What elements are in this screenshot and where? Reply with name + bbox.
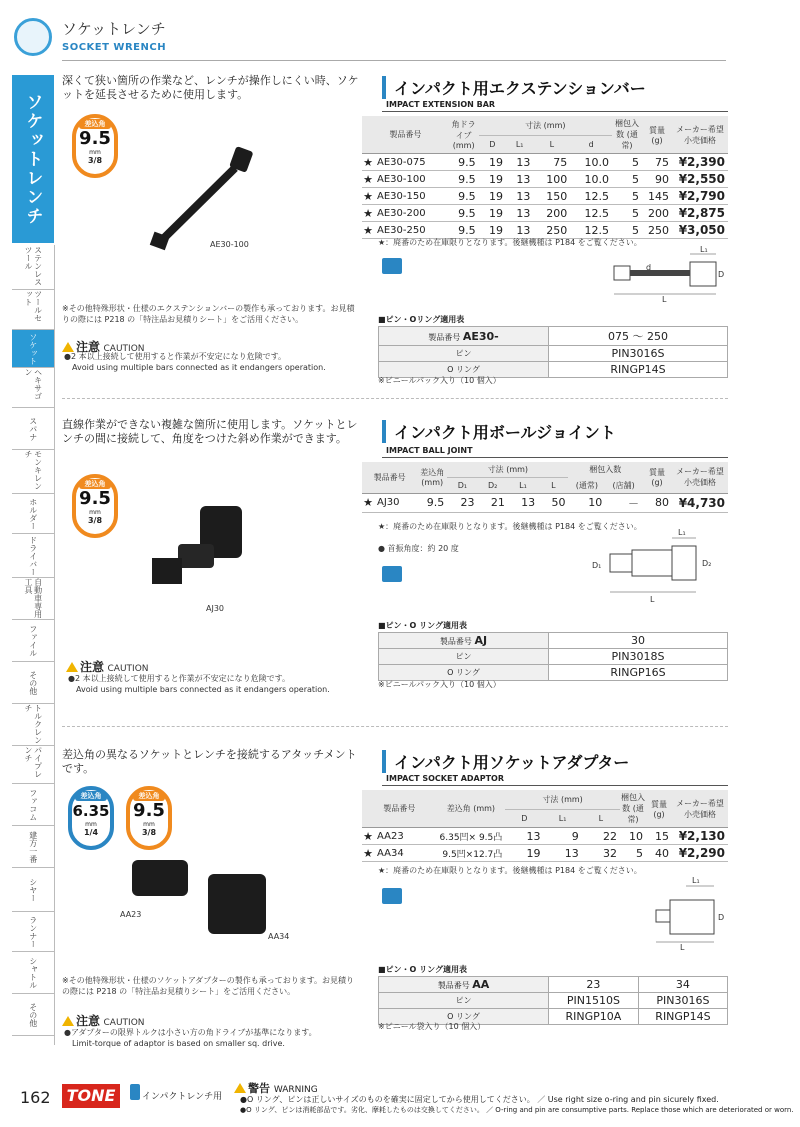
star-mark: ★ — [363, 223, 373, 237]
impact-wrench-icon — [130, 1084, 140, 1100]
caution-en: CAUTION — [107, 664, 149, 674]
caution-title: 注意 — [76, 1014, 101, 1028]
pin-label-code: AA — [472, 978, 490, 991]
side-tab-monkey[interactable]: モンキレンチ — [12, 450, 54, 494]
col-mass: 質量 (g) — [642, 116, 672, 154]
table-row — [362, 154, 728, 171]
cell-code: AE30-250 — [374, 222, 449, 239]
side-tab-shuttle[interactable]: シャトル — [12, 952, 54, 994]
side-tab-socket[interactable]: ソケット — [12, 330, 54, 368]
badge-value: 9.5 — [79, 488, 111, 509]
cell-drive: 9.5 — [449, 222, 479, 239]
side-tab-other[interactable]: その他 — [12, 662, 54, 704]
cell-price: ¥2,390 — [672, 154, 728, 171]
s3-footnote: ★：廃番のため在庫限りとなります。後継機種は P184 をご覧ください。 — [378, 866, 642, 875]
footer-line-2: ●O リング、ピンは消耗部品です。劣化、摩耗したものは交換してください。 ／ O-ring and pin are consumptive parts. Replace those which are deteriorated or worn. — [240, 1106, 794, 1114]
col-pack: 梱包入数 (通常) — [620, 790, 646, 828]
badge-value: 9.5 — [133, 800, 165, 821]
col-D: D — [479, 136, 506, 154]
dim-l1: L₁ — [692, 876, 700, 885]
cell-L1: 13 — [506, 222, 533, 239]
s2-title-en: IMPACT BALL JOINT — [386, 446, 473, 455]
s1-dimension-diagram — [604, 244, 728, 304]
impact-wrench-icon — [382, 566, 402, 582]
impact-wrench-icon — [382, 888, 402, 904]
caution-title: 注意 — [76, 340, 101, 354]
s3-pin-title: ■ピン・O リング適用表 — [378, 965, 467, 974]
col-dims: 寸法 (mm) — [447, 462, 568, 478]
col-drive: 角ドライブ (mm) — [449, 116, 479, 154]
section-divider — [62, 398, 728, 399]
badge-label: 差込角 — [79, 119, 111, 129]
pin-label: ピン — [379, 346, 549, 362]
side-tab-pipe[interactable]: パイプレンチ — [12, 746, 54, 784]
col-d: d — [570, 136, 612, 154]
impact-wrench-icon — [382, 258, 402, 274]
cell-mass: 75 — [642, 154, 672, 171]
s2-caution — [66, 658, 149, 675]
star-mark: ★ — [363, 155, 373, 169]
impact-label: インパクトレンチ用 — [142, 1092, 223, 1102]
caution-en: CAUTION — [103, 1018, 145, 1028]
s3-title-underline — [382, 785, 728, 786]
star-mark: ★ — [363, 846, 373, 860]
table-row — [362, 845, 728, 862]
s1-title: インパクト用エクステンションバー — [382, 76, 646, 99]
dim-l1: L₁ — [678, 528, 686, 537]
side-tab-tatekata[interactable]: 建方一番 — [12, 826, 54, 868]
s3-pin-note: ※ビニール袋入り（10 個入） — [378, 1022, 486, 1031]
side-tab-other-2[interactable]: その他 — [12, 994, 54, 1036]
cell-d: 12.5 — [570, 205, 612, 222]
cell-mass: 145 — [642, 188, 672, 205]
cell-L: 150 — [533, 188, 570, 205]
cell-d: 12.5 — [570, 188, 612, 205]
s3-drive-badge-2 — [126, 786, 172, 850]
cell-price: ¥4,730 — [672, 493, 728, 512]
cell-pack: 5 — [612, 188, 642, 205]
warning-title: 警告 — [248, 1082, 270, 1095]
side-tab-socket-wrench[interactable]: ソケットレンチ — [12, 75, 54, 243]
cell-price: ¥2,290 — [672, 845, 728, 862]
cell-drive: 6.35凹× 9.5凸 — [437, 828, 506, 845]
s1-pin-note: ※ビニールパック入り（10 個入） — [378, 376, 501, 385]
col-price: メーカー希望小売価格 — [672, 116, 728, 154]
col-dims: 寸法 (mm) — [505, 790, 620, 810]
pin-value: 23 — [549, 977, 639, 993]
side-tab-spanner[interactable]: スパナ — [12, 408, 54, 450]
s3-photo-caption-2: AA34 — [268, 932, 290, 941]
badge-label: 差込角 — [133, 791, 165, 801]
side-tab-shear[interactable]: シヤー — [12, 868, 54, 912]
pin-value: 34 — [638, 977, 727, 993]
dim-D: D — [718, 913, 725, 922]
header-divider — [62, 60, 726, 61]
side-tab-facom[interactable]: ファコム — [12, 784, 54, 826]
cell-price: ¥3,050 — [672, 222, 728, 239]
badge-value: 9.5 — [79, 128, 111, 149]
col-L1: L₁ — [544, 810, 582, 828]
page-number: 162 — [20, 1088, 51, 1107]
col-price: メーカー希望小売価格 — [672, 790, 728, 828]
page-subtitle: SOCKET WRENCH — [62, 42, 167, 53]
cell-L: 100 — [533, 171, 570, 188]
table-row — [362, 188, 728, 205]
pin-value: PIN3016S — [549, 346, 728, 362]
cell-mass: 80 — [642, 493, 672, 512]
table-row — [379, 346, 728, 362]
side-tab-stainless[interactable]: ステンレスツール — [12, 246, 54, 290]
pin-label-code: AE30- — [462, 329, 499, 343]
s1-intro: 深くて狭い箇所の作業など、レンチが操作しにくい時、ソケットを延長させるために使用します。 — [62, 74, 359, 102]
cell-pack: 5 — [612, 154, 642, 171]
pin-value: PIN1510S — [549, 993, 639, 1009]
star-mark: ★ — [363, 206, 373, 220]
dim-D: D — [718, 270, 725, 279]
pin-label: ピン — [379, 649, 549, 665]
s1-note: ※その他特殊形状・仕様のエクステンションバーの製作も承っております。お見積りの際には P218 の「特注品お見積りシート」をご活用ください。 — [62, 304, 355, 324]
dim-L: L — [650, 595, 655, 604]
cell-drive: 9.5 — [417, 493, 447, 512]
side-tab-hexagon[interactable]: ヘキサゴン — [12, 368, 54, 408]
s1-footnote: ★：廃番のため在庫限りとなります。後継機種は P184 をご覧ください。 — [378, 238, 642, 247]
col-code: 製品番号 — [362, 462, 417, 493]
footer-line-1: ●O リング、ピンは正しいサイズのものを確実に固定してから使用してください。 ／ Use right size o-ring and pin sicurely fixed. — [240, 1095, 719, 1104]
cell-D2: 21 — [478, 493, 508, 512]
star-mark: ★ — [362, 493, 374, 512]
col-pack-store: (店舗) — [605, 478, 642, 494]
cell-d: 10.0 — [570, 154, 612, 171]
side-tab-torque[interactable]: トルクレンチ — [12, 704, 54, 746]
col-mass: 質量 (g) — [642, 462, 672, 493]
col-drive: 差込角 (mm) — [437, 790, 506, 828]
s2-title-underline — [382, 457, 728, 458]
cell-code: AE30-075 — [374, 154, 449, 171]
s2-pin-title: ■ピン・O リング適用表 — [378, 621, 467, 630]
cell-L: 200 — [533, 205, 570, 222]
table-row — [379, 649, 728, 665]
cell-L: 250 — [533, 222, 570, 239]
cell-code: AJ30 — [374, 493, 417, 512]
cell-code: AE30-100 — [374, 171, 449, 188]
warning-icon — [66, 662, 78, 672]
cell-L1: 9 — [544, 828, 582, 845]
badge-unit: mm — [89, 149, 101, 156]
pin-label: 製品番号 — [439, 637, 472, 646]
cell-L: 75 — [533, 154, 570, 171]
col-dims: 寸法 (mm) — [479, 116, 612, 136]
s3-note: ※その他特殊形状・仕様のソケットアダプターの製作も承っております。お見積りの際には P218 の「特注品お見積りシート」をご活用ください。 — [62, 976, 355, 996]
s2-caution-jp: ●2 本以上接続して使用すると作業が不安定になり危険です。 — [68, 674, 290, 683]
s1-pin-table — [378, 326, 728, 378]
section-divider — [62, 726, 728, 727]
badge-unit: mm — [85, 821, 97, 828]
page-title: ソケットレンチ — [62, 20, 166, 38]
side-tab-holder[interactable]: ホルダー — [12, 494, 54, 534]
table-row — [362, 205, 728, 222]
col-L1: L₁ — [508, 478, 538, 494]
s1-spec-table — [362, 116, 728, 239]
table-row — [379, 993, 728, 1009]
caution-en: CAUTION — [103, 344, 145, 354]
s1-photo-caption: AE30-100 — [210, 240, 249, 249]
s3-caution-text-en: Limit-torque of adaptor is based on smaller sq. drive. — [72, 1039, 285, 1048]
cell-drive: 9.5 — [449, 188, 479, 205]
table-row — [379, 977, 728, 993]
side-divider — [54, 245, 55, 1045]
col-drive: 差込角 (mm) — [417, 462, 447, 493]
s3-pin-table — [378, 976, 728, 1025]
side-tab-auto[interactable]: 自動車専用工具 — [12, 578, 54, 620]
star-mark: ★ — [363, 829, 373, 843]
col-code: 製品番号 — [362, 116, 449, 154]
cell-d: 10.0 — [570, 171, 612, 188]
cell-D: 19 — [505, 845, 543, 862]
pin-value: RINGP10A — [549, 1009, 639, 1025]
s3-photo-caption-1: AA23 — [120, 910, 142, 919]
table-row — [362, 222, 728, 239]
pin-label: O リング — [379, 665, 549, 681]
pin-value: 30 — [549, 633, 728, 649]
s3-intro: 差込角の異なるソケットとレンチを接続するアタッチメントです。 — [62, 748, 357, 776]
badge-inch: 1/4 — [83, 828, 99, 837]
table-row — [379, 633, 728, 649]
cell-pack: 5 — [612, 171, 642, 188]
cell-pack-normal: 10 — [568, 493, 605, 512]
cell-mass: 90 — [642, 171, 672, 188]
dim-D1: D₁ — [592, 561, 602, 570]
cell-code: AA23 — [374, 828, 437, 845]
badge-inch: 3/8 — [141, 828, 157, 837]
cell-price: ¥2,550 — [672, 171, 728, 188]
cell-D: 19 — [479, 205, 506, 222]
cell-price: ¥2,130 — [672, 828, 728, 845]
cell-L1: 13 — [506, 188, 533, 205]
col-pack-normal: (通常) — [568, 478, 605, 494]
s1-pin-title: ■ピン・Oリング適用表 — [378, 315, 465, 324]
cell-d: 12.5 — [570, 222, 612, 239]
cell-L1: 13 — [506, 171, 533, 188]
cell-D: 19 — [479, 171, 506, 188]
dim-l1: L₁ — [700, 245, 708, 254]
col-L: L — [538, 478, 568, 494]
badge-unit: mm — [143, 821, 155, 828]
cell-L: 22 — [582, 828, 620, 845]
col-L: L — [533, 136, 570, 154]
cell-pack-store: － — [605, 493, 642, 512]
pin-value: RINGP14S — [549, 362, 728, 378]
side-tab-runner[interactable]: ランナー — [12, 912, 54, 952]
s2-footnote: ★：廃番のため在庫限りとなります。後継機種は P184 をご覧ください。 — [378, 522, 642, 531]
cell-drive: 9.5凹×12.7凸 — [437, 845, 506, 862]
cell-D: 13 — [505, 828, 543, 845]
s3-product-image — [126, 856, 286, 946]
s2-pin-table — [378, 632, 728, 681]
pin-label: O リング — [379, 1009, 549, 1025]
cell-L: 50 — [538, 493, 568, 512]
cell-L1: 13 — [506, 205, 533, 222]
s2-intro: 直線作業ができない複雑な箇所に使用します。ソケットとレンチの間に接続して、角度をつけた斜め作業ができます。 — [62, 418, 358, 446]
caution-title: 注意 — [80, 660, 105, 674]
s2-drive-badge — [72, 474, 118, 538]
s3-title-en: IMPACT SOCKET ADAPTOR — [386, 774, 505, 783]
col-D: D — [505, 810, 543, 828]
s2-product-image — [138, 498, 248, 608]
cell-L: 32 — [582, 845, 620, 862]
badge-inch: 3/8 — [87, 516, 103, 525]
star-mark: ★ — [363, 189, 373, 203]
table-row — [362, 493, 728, 512]
col-L: L — [582, 810, 620, 828]
socket-wrench-icon — [14, 18, 52, 56]
cell-mass: 250 — [642, 222, 672, 239]
side-tab-file[interactable]: ファイル — [12, 620, 54, 662]
dim-L: L — [680, 943, 685, 950]
cell-drive: 9.5 — [449, 171, 479, 188]
badge-unit: mm — [89, 509, 101, 516]
pin-label: 製品番号 — [437, 981, 470, 990]
cell-pack: 10 — [620, 828, 646, 845]
side-tab-toolset[interactable]: ツールセット — [12, 290, 54, 330]
cell-D1: 23 — [447, 493, 477, 512]
badge-label: 差込角 — [79, 479, 111, 489]
col-price: メーカー希望小売価格 — [672, 462, 728, 493]
pin-value: RINGP14S — [638, 1009, 727, 1025]
cell-L1: 13 — [506, 154, 533, 171]
col-D1: D₁ — [447, 478, 477, 494]
col-D2: D₂ — [478, 478, 508, 494]
badge-label: 差込角 — [75, 791, 107, 801]
s1-title-underline — [382, 111, 728, 112]
pin-label: ピン — [379, 993, 549, 1009]
cell-pack: 5 — [612, 205, 642, 222]
col-L1: L₁ — [506, 136, 533, 154]
cell-price: ¥2,790 — [672, 188, 728, 205]
s3-title: インパクト用ソケットアダプター — [382, 750, 629, 773]
pin-value: 075 ～ 250 — [549, 327, 728, 346]
col-code: 製品番号 — [362, 790, 437, 828]
cell-code: AE30-150 — [374, 188, 449, 205]
cell-code: AE30-200 — [374, 205, 449, 222]
pin-label: O リング — [379, 362, 549, 378]
dim-D2: D₂ — [702, 559, 712, 568]
warning-icon — [234, 1083, 246, 1093]
cell-D: 19 — [479, 154, 506, 171]
cell-pack: 5 — [612, 222, 642, 239]
col-pack: 梱包入数 — [589, 465, 622, 475]
pin-label-code: AJ — [474, 634, 488, 647]
s3-drive-badge-1 — [68, 786, 114, 850]
warning-icon — [62, 1016, 74, 1026]
s2-caution-text-en: Avoid using multiple bars connected as it endangers operation. — [76, 685, 330, 694]
pin-value: RINGP16S — [549, 665, 728, 681]
badge-inch: 3/8 — [87, 156, 103, 165]
table-row — [362, 171, 728, 188]
s1-title-en: IMPACT EXTENSION BAR — [386, 100, 496, 109]
s1-drive-badge — [72, 114, 118, 178]
brand-logo: TONE — [62, 1084, 120, 1108]
warning-en: WARNING — [273, 1085, 318, 1095]
table-row — [362, 828, 728, 845]
cell-drive: 9.5 — [449, 154, 479, 171]
pin-value: PIN3018S — [549, 649, 728, 665]
s2-photo-caption: AJ30 — [206, 604, 225, 613]
col-mass: 質量 (g) — [646, 790, 672, 828]
s1-caution-text-en: Avoid using multiple bars connected as it endangers operation. — [72, 363, 326, 372]
s2-dimension-diagram — [590, 526, 728, 604]
cell-L1: 13 — [544, 845, 582, 862]
cell-price: ¥2,875 — [672, 205, 728, 222]
cell-drive: 9.5 — [449, 205, 479, 222]
s2-angle: ● 首振角度：約 20 度 — [378, 544, 459, 553]
s3-caution — [62, 1012, 145, 1029]
table-row — [379, 327, 728, 346]
cell-mass: 40 — [646, 845, 672, 862]
cell-code: AA34 — [374, 845, 437, 862]
badge-value: 6.35 — [72, 802, 110, 820]
s2-spec-table — [362, 462, 728, 513]
col-pack: 梱包入数 (通常) — [612, 116, 642, 154]
cell-pack: 5 — [620, 845, 646, 862]
s2-title: インパクト用ボールジョイント — [382, 420, 616, 443]
pin-value: PIN3016S — [638, 993, 727, 1009]
side-tab-driver[interactable]: ドライバー — [12, 534, 54, 578]
dim-L: L — [662, 295, 667, 304]
cell-L1: 13 — [508, 493, 538, 512]
s3-caution-jp: ●アダプターの限界トルクは小さい方の角ドライブが基準になります。 — [64, 1028, 317, 1037]
s3-dimension-diagram — [636, 874, 728, 950]
cell-mass: 15 — [646, 828, 672, 845]
cell-D: 19 — [479, 188, 506, 205]
cell-D: 19 — [479, 222, 506, 239]
table-row — [379, 665, 728, 681]
s1-caution-jp: ●2 本以上接続して使用すると作業が不安定になり危険です。 — [64, 352, 286, 361]
s2-pin-note: ※ビニールパック入り（10 個入） — [378, 680, 501, 689]
warning-icon — [62, 342, 74, 352]
pin-label: 製品番号 — [428, 332, 461, 342]
cell-mass: 200 — [642, 205, 672, 222]
s3-spec-table — [362, 790, 728, 862]
star-mark: ★ — [363, 172, 373, 186]
dim-d: d — [646, 263, 652, 272]
